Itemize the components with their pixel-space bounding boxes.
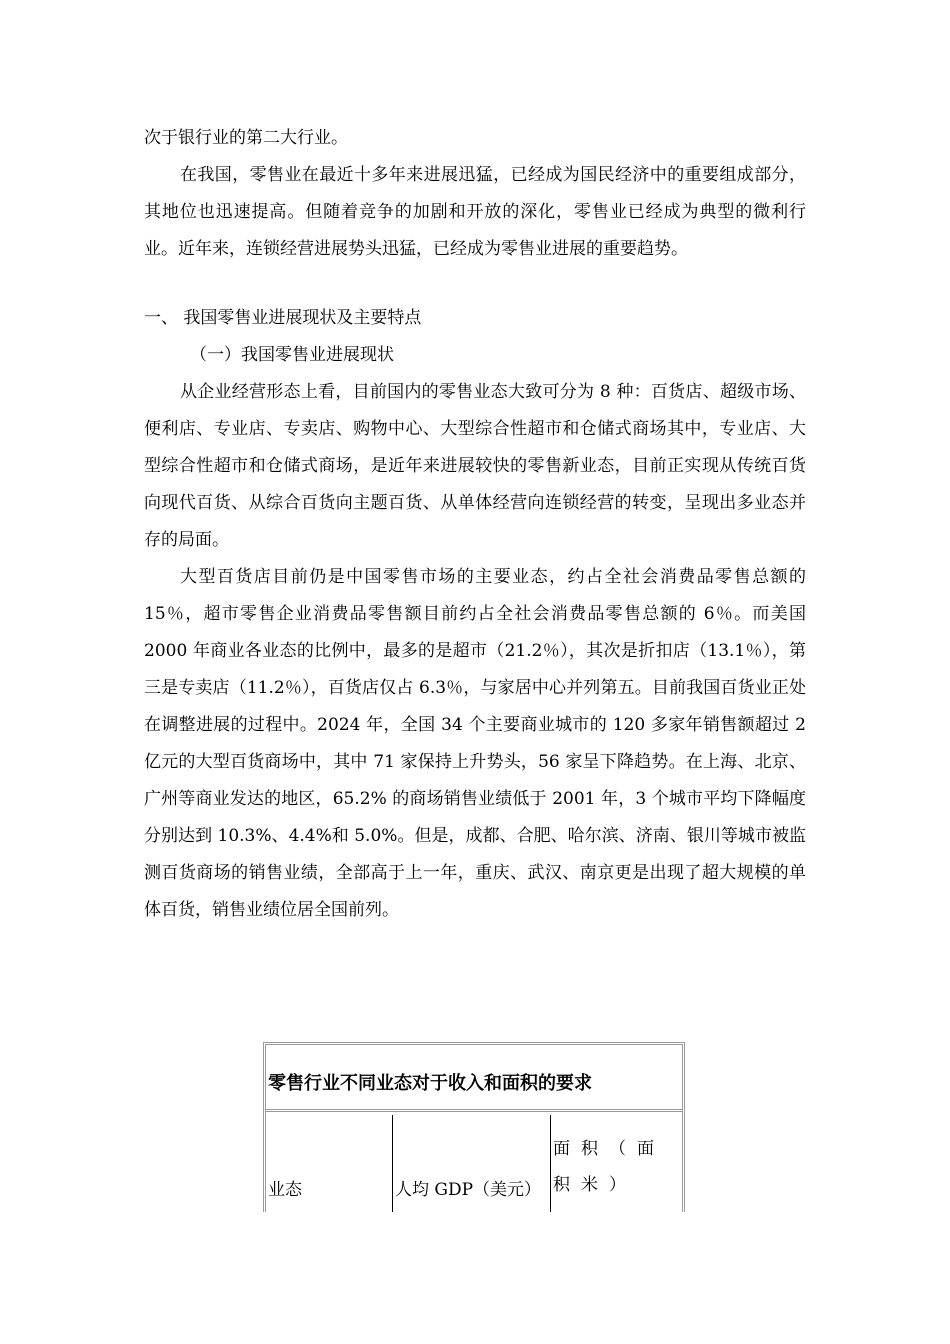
paragraph: 从企业经营形态上看，目前国内的零售业态大致可分为 8 种：百货店、超级市场、便利店、专业店、专卖店、购物中心、大型综合性超市和仓储式商场其中，专业店、大型综合性超市和仓储式商场，是近年来进展较快的零售新业态，目前正实现从传统百货向现代百货、从综合百货向主题百货、从单体经营向连锁经营的转变，呈现出多业态并存的局面。 [144, 382, 806, 550]
header-area: 面积（面积米） [553, 1139, 665, 1195]
document-body [144, 120, 806, 929]
table-divider [266, 1109, 682, 1112]
subsection-heading: （一）我国零售业进展现状 [190, 345, 394, 365]
table-header-cell [266, 1115, 393, 1212]
paragraph: 在我国，零售业在最近十多年来进展迅猛，已经成为国民经济中的重要组成部分，其地位也迅速提高。但随着竞争的加剧和开放的深化，零售业已经成为典型的微利行业。近年来，连锁经营进展势头迅猛，已经成为零售业进展的重要趋势。 [144, 165, 806, 259]
requirements-table [263, 1042, 685, 1212]
header-gdp: 人均 GDP（美元） [395, 1180, 542, 1200]
section-heading: 一、 我国零售业进展现状及主要特点 [144, 308, 422, 328]
header-format: 业态 [268, 1180, 302, 1200]
paragraph: 大型百货店目前仍是中国零售市场的主要业态，约占全社会消费品零售总额的 15％，超市零售企业消费品零售额目前约占全社会消费品零售总额的 6％。而美国 2000 年商业各业态的比例中，最多的是超市（21.2％），其次是折扣店（13.1％），第三是专卖店（11.2％），百货店仅占 6.3％，与家居中心并列第五。目前我国百货业正处在调整进展的过程中。2024 年，全国 34 个主要商业城市的 120 多家年销售额超过 2 亿元的大型百货商场中，其中 71 家保持上升势头，56 家呈下降趋势。在上海、北京、广州等商业发达的地区，65.2% 的商场销售业绩低于 2001 年，3 个城市平均下降幅度分别达到 10.3%、4.4%和 5.0%。但是，成都、合肥、哈尔滨、济南、银川等城市被监测百货商场的销售业绩，全部高于上一年，重庆、武汉、南京更是出现了超大规模的单体百货，销售业绩位居全国前列。 [144, 567, 806, 920]
table-header-cell [551, 1115, 682, 1212]
table-header-cell [393, 1115, 551, 1212]
table-title: 零售行业不同业态对于收入和面积的要求 [268, 1073, 592, 1094]
paragraph: 次于银行业的第二大行业。 [144, 128, 348, 148]
table-header-row [266, 1115, 682, 1212]
paragraph-gap [144, 268, 806, 300]
